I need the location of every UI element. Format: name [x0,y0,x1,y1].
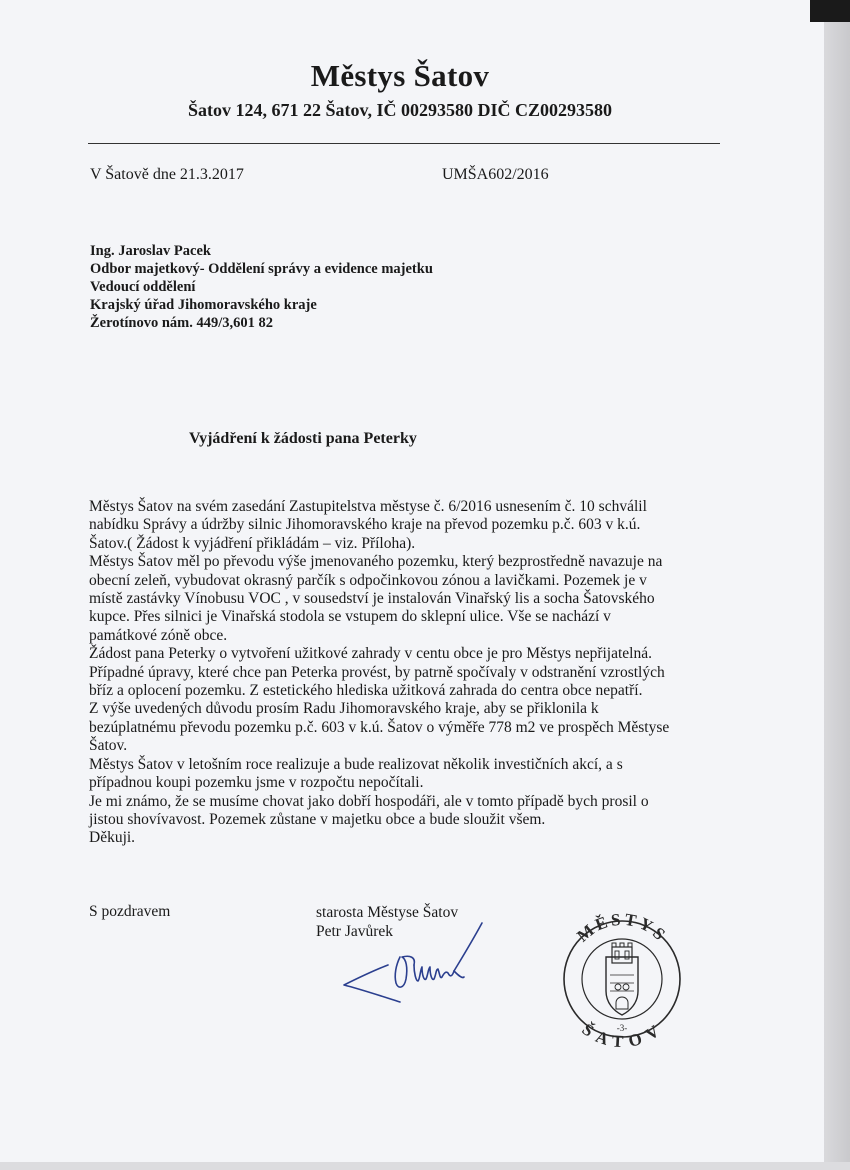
closing-greeting: S pozdravem [89,903,171,920]
scan-edge-right [824,0,850,1170]
signer-name: Petr Javůrek [316,923,394,940]
body-line: obecní zeleň, vybudovat okrasný parčík s odpočinkovou zónou a lavičkami. Pozemek je v [89,571,647,589]
body-line: jistou shovívavost. Pozemek zůstane v majetku obce a bude sloužit všem. [89,810,546,828]
recipient-line: Odbor majetkový- Oddělení správy a evidence majetku [90,261,433,277]
body-line: Žádost pana Peterky o vytvoření užitkové zahrady v centu obce je pro Městys nepřijatelná. [89,645,652,663]
body-line: Šatov.( Žádost k vyjádření přikládám – viz. Příloha). [89,534,416,552]
body-line: Městys Šatov v letošním roce realizuje a bude realizovat několik investičních akcí, a s [89,755,623,773]
svg-text:MĚSTYS [573,910,671,946]
official-stamp [560,903,684,1059]
scan-edge-bottom [0,1162,850,1170]
body-line: Je mi známo, že se musíme chovat jako dobří hospodáři, ale v tomto případě bych prosil o [89,792,649,810]
body-line: Případné úpravy, které chce pan Peterka provést, by patrně spočívaly v odstranění vzrostlých [89,663,665,681]
body-line: památkové zóně obce. [89,626,228,644]
body-line: místě zastávky Vínobusu VOC , v sousedství je instalován Vinařský lis a socha Šatovského [89,590,655,608]
body-line: Děkuji. [89,829,136,847]
body-line: Šatov. [89,737,128,755]
body-line: případnou koupi pozemku jsme v rozpočtu nepočítali. [89,774,424,792]
body-line: nabídku Správy a údržby silnic Jihomoravského kraje na převod pozemku p.č. 603 v k.ú. [89,516,641,534]
body-line: kupce. Přes silnici je Vinařská stodola se vstupem do sklepní ulice. Vše se nachází v [89,608,611,626]
body-line: bezúplatnému převodu pozemku p.č. 603 v k.ú. Šatov o výměře 778 m2 ve prospěch Městyse [89,718,670,736]
letterhead-divider [88,143,720,144]
recipient-line: Vedoucí oddělení [90,279,196,295]
reference-number: UMŠA602/2016 [442,166,549,183]
recipient-line: Krajský úřad Jihomoravského kraje [90,297,317,313]
letter-body [89,498,729,848]
letter-subject: Vyjádření k žádosti pana Peterky [189,430,417,447]
signer-role: starosta Městyse Šatov [316,904,459,921]
letterhead-title: Městys Šatov [310,58,490,93]
stamp-top-text: MĚSTYS [573,909,672,946]
body-line: Městys Šatov měl po převodu výše jmenovaného pozemku, který bezprostředně navazuje na [89,553,663,571]
scan-edge-corner [810,0,850,22]
stamp-number: -3- [616,1023,628,1033]
recipient-line: Žerotínovo nám. 449/3,601 82 [90,315,273,331]
stamp-bottom-text: ŠATOV [578,1019,666,1052]
body-line: bříz a oplocení pozemku. Z estetického hlediska užitková zahrada do centra obce nepatří. [89,682,643,700]
body-line: Městys Šatov na svém zasedání Zastupitelstva městyse č. 6/2016 usnesením č. 10 schválil [89,498,647,515]
handwritten-signature [330,905,500,1015]
dateline: V Šatově dne 21.3.2017 [90,166,244,183]
letterhead-address: Šatov 124, 671 22 Šatov, IČ 00293580 DIČ CZ00293580 [187,100,613,120]
body-line: Z výše uvedených důvodu prosím Radu Jihomoravského kraje, aby se přiklonila k [89,700,599,718]
recipient-address [90,242,433,332]
recipient-line: Ing. Jaroslav Pacek [90,243,211,259]
